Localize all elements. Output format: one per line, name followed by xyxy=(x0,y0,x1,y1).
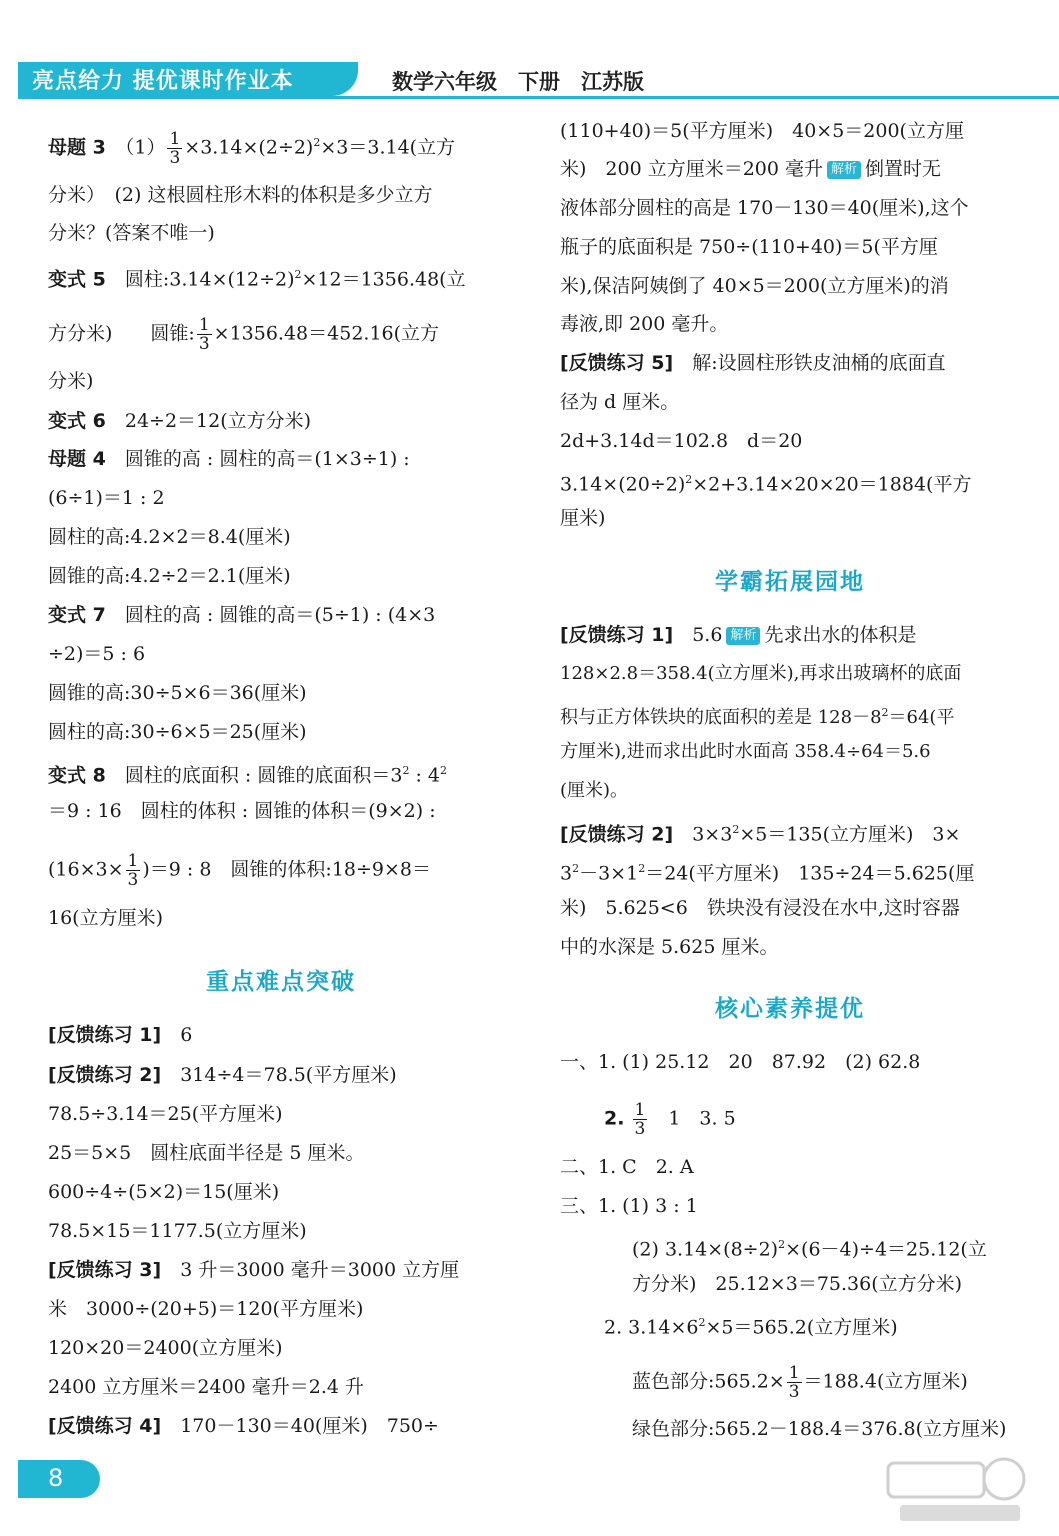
answer-line: 分米) xyxy=(48,370,94,392)
text-run: (2) 3.14×(8÷2) xyxy=(632,1238,779,1261)
text-run: [反馈练习 1] xyxy=(560,624,674,646)
fraction xyxy=(197,316,212,353)
text-run: 变式 7 xyxy=(48,604,106,626)
text-run: 5.6 xyxy=(692,624,723,646)
text-run: －3×1 xyxy=(579,862,639,885)
answer-line: 三、1. (1) 3 : 1 xyxy=(560,1195,698,1217)
answer-line xyxy=(48,602,435,628)
text-run: 3 xyxy=(169,148,181,168)
answer-line: 米),保洁阿姨倒了 40×5＝200(立方厘米)的消 xyxy=(560,275,949,297)
text-run: 先求出水的体积是 xyxy=(764,624,917,646)
answer-line: 二、1. C 2. A xyxy=(560,1156,694,1178)
fraction xyxy=(787,1364,802,1401)
text-run: 3 xyxy=(560,862,573,885)
text-run: 圆锥的高 : 圆柱的高＝(1×3÷1) : xyxy=(124,448,410,470)
answer-line: 圆锥的高:30÷5×6＝36(厘米) xyxy=(48,682,307,704)
answer-line: 一、1. (1) 25.12 20 87.92 (2) 62.8 xyxy=(560,1051,921,1073)
watermark-logo xyxy=(880,1455,1040,1527)
text-run: [反馈练习 4] xyxy=(48,1415,162,1437)
answer-line xyxy=(48,1257,459,1283)
text-run: 6 xyxy=(180,1024,193,1046)
text-run: 3 xyxy=(634,1119,646,1139)
answer-line: 液体部分圆柱的高是 170－130＝40(厘米),这个 xyxy=(560,197,969,219)
answer-line xyxy=(48,262,466,292)
text-run: 2 xyxy=(572,862,580,875)
answer-line: (6÷1)＝1 : 2 xyxy=(48,487,165,509)
answer-line: (厘米)。 xyxy=(560,780,629,801)
text-run: 2 xyxy=(685,473,693,486)
text-run: 3 升＝3000 毫升＝3000 立方厘 xyxy=(180,1259,460,1281)
text-run: )＝9 : 8 圆锥的体积:18÷9×8＝ xyxy=(142,858,432,881)
text-run: 1 xyxy=(788,1363,800,1383)
text-run: ×5＝565.2(立方厘米) xyxy=(705,1316,898,1339)
answer-line: ÷2)＝5 : 6 xyxy=(48,643,146,665)
answer-line: 圆柱的高:30÷6×5＝25(厘米) xyxy=(48,721,307,743)
text-run: ×2+3.14×20×20＝1884(平方 xyxy=(692,473,972,496)
answer-line: 78.5×15＝1177.5(立方厘米) xyxy=(48,1220,307,1242)
text-run: ＝64(平 xyxy=(888,707,955,728)
section-heading: 学霸拓展园地 xyxy=(715,569,865,595)
answer-line: 中的水深是 5.625 厘米。 xyxy=(560,936,779,958)
text-run: ×5＝135(立方厘米) 3× xyxy=(739,823,961,846)
text-run: 母题 4 xyxy=(48,448,106,470)
answer-line: 分米） (2) 这根圆柱形木料的体积是多少立方 xyxy=(48,184,433,206)
analysis-badge: 解析 xyxy=(827,161,861,179)
answer-line xyxy=(48,1062,397,1088)
answer-line xyxy=(48,758,447,788)
text-run: [反馈练习 3] xyxy=(48,1259,162,1281)
answer-line: 绿色部分:565.2－188.4＝376.8(立方厘米) xyxy=(632,1418,1007,1440)
text-run: 变式 8 xyxy=(48,764,106,787)
answer-line: (110+40)＝5(平方厘米) 40×5＝200(立方厘 xyxy=(560,120,964,142)
answer-line xyxy=(560,467,971,497)
text-run: 3 xyxy=(127,870,139,890)
text-run: ×3.14×(2÷2) xyxy=(184,136,314,159)
answer-line xyxy=(560,700,954,731)
text-run: ×12＝1356.48(立 xyxy=(301,268,466,291)
text-run: 2 xyxy=(778,1238,786,1251)
answer-line xyxy=(604,1101,736,1138)
answer-line xyxy=(48,1413,439,1439)
answer-line xyxy=(632,1232,987,1262)
text-run: 1 xyxy=(127,851,139,871)
answer-line xyxy=(48,130,455,167)
answer-line: 圆锥的高:4.2÷2＝2.1(厘米) xyxy=(48,565,291,587)
text-run: 圆柱的高 : 圆锥的高＝(5÷1) : (4×3 xyxy=(124,604,436,626)
answer-line: 圆柱的高:4.2×2＝8.4(厘米) xyxy=(48,526,291,548)
analysis-badge: 解析 xyxy=(726,627,760,645)
answer-line: 瓶子的底面积是 750÷(110+40)＝5(平方厘 xyxy=(560,236,938,258)
answer-line xyxy=(560,817,960,847)
section-heading: 核心素养提优 xyxy=(715,996,865,1022)
answer-line xyxy=(48,852,431,889)
text-run: [反馈练习 2] xyxy=(560,823,674,846)
text-run: 圆柱:3.14×(12÷2) xyxy=(124,268,295,291)
answer-line: 径为 d 厘米。 xyxy=(560,391,680,413)
fraction xyxy=(633,1101,648,1138)
text-run: 2 xyxy=(881,706,889,719)
text-run: [反馈练习 5] xyxy=(560,352,674,374)
text-run: 170－130＝40(厘米) 750÷ xyxy=(180,1415,439,1437)
text-run: 变式 6 xyxy=(48,410,106,432)
text-run: ＝24(平方厘米) 135÷24＝5.625(厘 xyxy=(645,862,975,885)
answer-line: 2400 立方厘米＝2400 毫升＝2.4 升 xyxy=(48,1376,365,1398)
text-run: 24÷2＝12(立方分米) xyxy=(124,410,312,432)
text-run: 2 xyxy=(294,268,302,281)
text-run: 方分米) 圆锥: xyxy=(48,322,195,345)
answer-line: 毒液,即 200 毫升。 xyxy=(560,313,729,335)
answer-line: 厘米) xyxy=(560,507,606,529)
text-run: 倒置时无 xyxy=(865,158,942,180)
text-run: 3 xyxy=(198,334,210,354)
answer-line xyxy=(560,622,916,648)
answer-line: 2d+3.14d＝102.8 d＝20 xyxy=(560,430,803,452)
answer-line xyxy=(48,1022,192,1048)
text-run: ×(6－4)÷4＝25.12(立 xyxy=(785,1238,987,1261)
answer-line: 128×2.8＝358.4(立方厘米),再求出玻璃杯的底面 xyxy=(560,663,962,684)
text-run: 3×3 xyxy=(692,823,733,846)
page-number: 8 xyxy=(48,1464,64,1492)
text-run: [反馈练习 2] xyxy=(48,1064,162,1086)
answer-line: 方厘米),进而求出此时水面高 358.4÷64＝5.6 xyxy=(560,741,931,762)
text-run: 变式 5 xyxy=(48,268,106,291)
text-run: 1 3. 5 xyxy=(668,1107,736,1130)
text-run: 314÷4＝78.5(平方厘米) xyxy=(180,1064,397,1086)
answer-line: 方分米) 25.12×3＝75.36(立方分米) xyxy=(632,1273,963,1295)
text-run: 3 xyxy=(788,1382,800,1402)
section-heading: 重点难点突破 xyxy=(206,969,356,995)
text-run: 2 xyxy=(698,1316,706,1329)
text-run: 米) 200 立方厘米＝200 毫升 xyxy=(560,158,824,180)
answer-line: 分米？(答案不唯一) xyxy=(48,222,215,244)
header-rule xyxy=(18,96,1059,99)
answer-line xyxy=(604,1310,898,1340)
answer-line: 600÷4÷(5×2)＝15(厘米) xyxy=(48,1181,280,1203)
text-run: [反馈练习 1] xyxy=(48,1024,162,1046)
answer-line xyxy=(560,156,941,182)
text-run: ×3＝3.14(立方 xyxy=(320,136,456,159)
text-run: 母题 3 xyxy=(48,136,106,159)
answer-line xyxy=(48,316,439,353)
answer-line: 米) 5.625<6 铁块没有浸没在水中,这时容器 xyxy=(560,897,960,919)
fraction xyxy=(126,852,141,889)
answer-line: 120×20＝2400(立方厘米) xyxy=(48,1337,283,1359)
text-run: 解:设圆柱形铁皮油桶的底面直 xyxy=(692,352,946,374)
text-run: 3.14×(20÷2) xyxy=(560,473,686,496)
text-run: ×1356.48＝452.16(立方 xyxy=(213,322,440,345)
answer-line xyxy=(632,1364,968,1401)
text-run: 2 xyxy=(402,764,410,777)
answer-line xyxy=(48,408,311,434)
text-run: 蓝色部分:565.2× xyxy=(632,1370,785,1393)
text-run: 2 xyxy=(440,764,448,777)
text-run: 1 xyxy=(169,129,181,149)
text-run: 2 xyxy=(638,862,646,875)
answer-line: 米 3000÷(20+5)＝120(平方厘米) xyxy=(48,1298,364,1320)
answer-line xyxy=(560,856,974,886)
text-run: 2 xyxy=(313,136,321,150)
text-run: 1 xyxy=(198,315,210,335)
answer-line: ＝9 : 16 圆柱的体积 : 圆锥的体积＝(9×2) : xyxy=(48,800,436,822)
text-run: 1 xyxy=(634,1100,646,1120)
answer-line xyxy=(560,350,946,376)
text-run: （1） xyxy=(124,136,166,159)
answer-line xyxy=(48,446,410,472)
text-run: 圆柱的底面积 : 圆锥的底面积＝3 xyxy=(124,764,403,787)
text-run: ＝188.4(立方厘米) xyxy=(803,1370,968,1393)
text-run: 2. xyxy=(604,1107,625,1130)
text-run: 积与正方体铁块的底面积的差是 128－8 xyxy=(560,707,882,728)
fraction xyxy=(167,130,182,167)
answer-line: 16(立方厘米) xyxy=(48,907,164,929)
series-title: 亮点给力 提优课时作业本 xyxy=(32,69,294,94)
text-run: 2. 3.14×6 xyxy=(604,1316,699,1339)
text-run: (16×3× xyxy=(48,858,124,881)
text-run: : 4 xyxy=(409,764,441,787)
answer-line: 78.5÷3.14＝25(平方厘米) xyxy=(48,1103,283,1125)
book-title: 数学六年级 下册 江苏版 xyxy=(392,70,644,94)
text-run: 2 xyxy=(732,823,740,836)
answer-line: 25＝5×5 圆柱底面半径是 5 厘米。 xyxy=(48,1142,365,1164)
